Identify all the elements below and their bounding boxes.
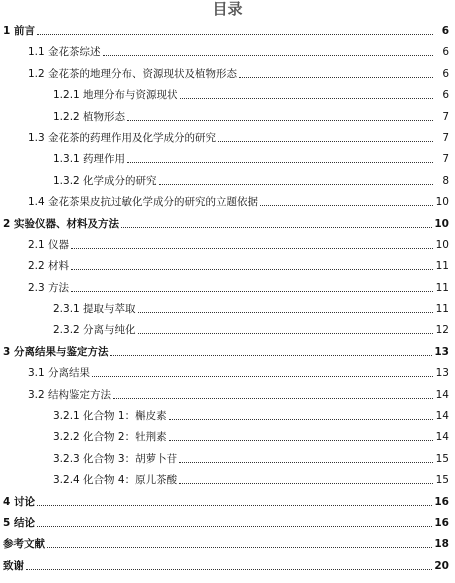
toc-entry[interactable] bbox=[0, 297, 455, 318]
dot-leader bbox=[71, 269, 433, 270]
toc-entry-page-number: 8 bbox=[442, 174, 449, 187]
dot-leader bbox=[127, 162, 433, 163]
toc-entry-label: 1.3 金花茶的药理作用及化学成分的研究 bbox=[28, 131, 217, 144]
toc-entry-label: 3.2 结构鉴定方法 bbox=[28, 388, 112, 401]
toc-entry[interactable] bbox=[0, 254, 455, 275]
dot-leader bbox=[260, 205, 433, 206]
dot-leader bbox=[179, 462, 433, 463]
dot-leader bbox=[47, 547, 432, 548]
dot-leader bbox=[110, 355, 432, 356]
toc-entry-label: 参考文献 bbox=[3, 538, 45, 551]
dot-leader bbox=[71, 248, 433, 249]
toc-entry-page-number: 7 bbox=[442, 131, 449, 144]
toc-entry[interactable] bbox=[0, 126, 455, 147]
dot-leader bbox=[92, 376, 433, 377]
toc-entry[interactable] bbox=[0, 511, 455, 532]
toc-entry-label: 2.3.1 提取与萃取 bbox=[53, 303, 136, 316]
toc-entry-label: 1.3.1 药理作用 bbox=[53, 153, 126, 166]
dot-leader bbox=[127, 120, 433, 121]
toc-entry-page-number: 15 bbox=[435, 452, 449, 465]
toc-entry[interactable] bbox=[0, 361, 455, 382]
toc-entry-page-number: 11 bbox=[435, 303, 449, 316]
dot-leader bbox=[159, 184, 433, 185]
toc-entry-page-number: 7 bbox=[442, 110, 449, 123]
toc-entry-page-number: 12 bbox=[435, 324, 449, 337]
dot-leader bbox=[138, 312, 433, 313]
toc-entry[interactable] bbox=[0, 532, 455, 553]
toc-entry-page-number: 10 bbox=[434, 217, 449, 230]
toc-entry-label: 1.3.2 化学成分的研究 bbox=[53, 174, 157, 187]
toc-entry[interactable] bbox=[0, 382, 455, 403]
toc-entry[interactable] bbox=[0, 83, 455, 104]
toc-entry[interactable] bbox=[0, 468, 455, 489]
toc-entry-label: 3.2.1 化合物 1：槲皮素 bbox=[53, 410, 167, 423]
toc-entry-page-number: 13 bbox=[434, 345, 449, 358]
toc-entry[interactable] bbox=[0, 318, 455, 339]
toc-entry[interactable] bbox=[0, 168, 455, 189]
toc-entry-label: 2.2 材料 bbox=[28, 260, 70, 273]
toc-entry-page-number: 16 bbox=[434, 495, 449, 508]
toc-entry-label: 致谢 bbox=[3, 559, 24, 572]
toc-entry[interactable] bbox=[0, 275, 455, 296]
toc-entry-label: 1.2.2 植物形态 bbox=[53, 110, 126, 123]
toc-entry-page-number: 6 bbox=[442, 46, 449, 59]
toc-entry-page-number: 14 bbox=[435, 431, 449, 444]
dot-leader bbox=[37, 34, 433, 35]
toc-entry[interactable] bbox=[0, 104, 455, 125]
dot-leader bbox=[179, 483, 433, 484]
dot-leader bbox=[37, 505, 432, 506]
toc-entry-label: 3.2.2 化合物 2：牡荆素 bbox=[53, 431, 167, 444]
toc-entry[interactable] bbox=[0, 233, 455, 254]
dot-leader bbox=[169, 419, 433, 420]
toc-entry[interactable] bbox=[0, 18, 455, 40]
toc-entry[interactable] bbox=[0, 61, 455, 82]
dot-leader bbox=[218, 141, 433, 142]
toc-entry-label: 1.4 金花茶果皮抗过敏化学成分的研究的立题依据 bbox=[28, 196, 259, 209]
toc-entry-label: 3 分离结果与鉴定方法 bbox=[3, 345, 109, 358]
toc-entry-label: 3.2.4 化合物 4：原儿茶酸 bbox=[53, 474, 178, 487]
toc-entry-page-number: 14 bbox=[435, 388, 449, 401]
toc-entry-label: 2.1 仪器 bbox=[28, 238, 70, 251]
dot-leader bbox=[37, 526, 432, 527]
toc-entry-page-number: 6 bbox=[441, 25, 449, 37]
toc-entry-page-number: 11 bbox=[435, 260, 449, 273]
toc-entry-label: 2.3 方法 bbox=[28, 281, 70, 294]
toc-entry-label: 3.2.3 化合物 3：胡萝卜苷 bbox=[53, 452, 178, 465]
toc-entry-page-number: 20 bbox=[434, 559, 449, 572]
toc-entry[interactable] bbox=[0, 404, 455, 425]
toc-entry[interactable] bbox=[0, 190, 455, 211]
toc-entry-label: 4 讨论 bbox=[3, 495, 35, 508]
dot-leader bbox=[113, 398, 433, 399]
toc-entry-page-number: 10 bbox=[435, 196, 449, 209]
dot-leader bbox=[138, 333, 433, 334]
toc-entry-page-number: 6 bbox=[442, 89, 449, 102]
dot-leader bbox=[180, 98, 433, 99]
dot-leader bbox=[121, 227, 432, 228]
dot-leader bbox=[103, 55, 433, 56]
toc-entry-page-number: 6 bbox=[442, 67, 449, 80]
toc-entry-page-number: 11 bbox=[435, 281, 449, 294]
toc-entry[interactable] bbox=[0, 553, 455, 574]
toc-entry-page-number: 15 bbox=[435, 474, 449, 487]
toc-entry-label: 2 实验仪器、材料及方法 bbox=[3, 217, 119, 230]
toc-entry-page-number: 13 bbox=[435, 367, 449, 380]
dot-leader bbox=[71, 291, 433, 292]
page-title: 目录 bbox=[212, 0, 243, 18]
toc-entry[interactable] bbox=[0, 339, 455, 360]
dot-leader bbox=[169, 440, 433, 441]
toc-entry[interactable] bbox=[0, 147, 455, 168]
toc-entry-label: 1.1 金花茶综述 bbox=[28, 46, 101, 59]
toc-entry-page-number: 18 bbox=[434, 538, 449, 551]
toc-entry-label: 1.2.1 地理分布与资源现状 bbox=[53, 89, 178, 102]
toc-entry-page-number: 10 bbox=[435, 238, 449, 251]
dot-leader bbox=[26, 569, 432, 570]
toc-entry[interactable] bbox=[0, 211, 455, 232]
toc-entry[interactable] bbox=[0, 446, 455, 467]
toc-entry[interactable] bbox=[0, 40, 455, 61]
toc-entry-label: 1.2 金花茶的地理分布、资源现状及植物形态 bbox=[28, 67, 238, 80]
table-of-contents bbox=[0, 18, 455, 575]
toc-entry-label: 2.3.2 分离与纯化 bbox=[53, 324, 136, 337]
toc-entry-label: 1 前言 bbox=[3, 25, 35, 37]
toc-entry-label: 5 结论 bbox=[3, 516, 35, 529]
toc-entry[interactable] bbox=[0, 489, 455, 510]
toc-entry-page-number: 16 bbox=[434, 516, 449, 529]
toc-entry-label: 3.1 分离结果 bbox=[28, 367, 91, 380]
toc-entry-page-number: 7 bbox=[442, 153, 449, 166]
dot-leader bbox=[239, 77, 433, 78]
toc-entry-page-number: 14 bbox=[435, 410, 449, 423]
toc-entry[interactable] bbox=[0, 425, 455, 446]
